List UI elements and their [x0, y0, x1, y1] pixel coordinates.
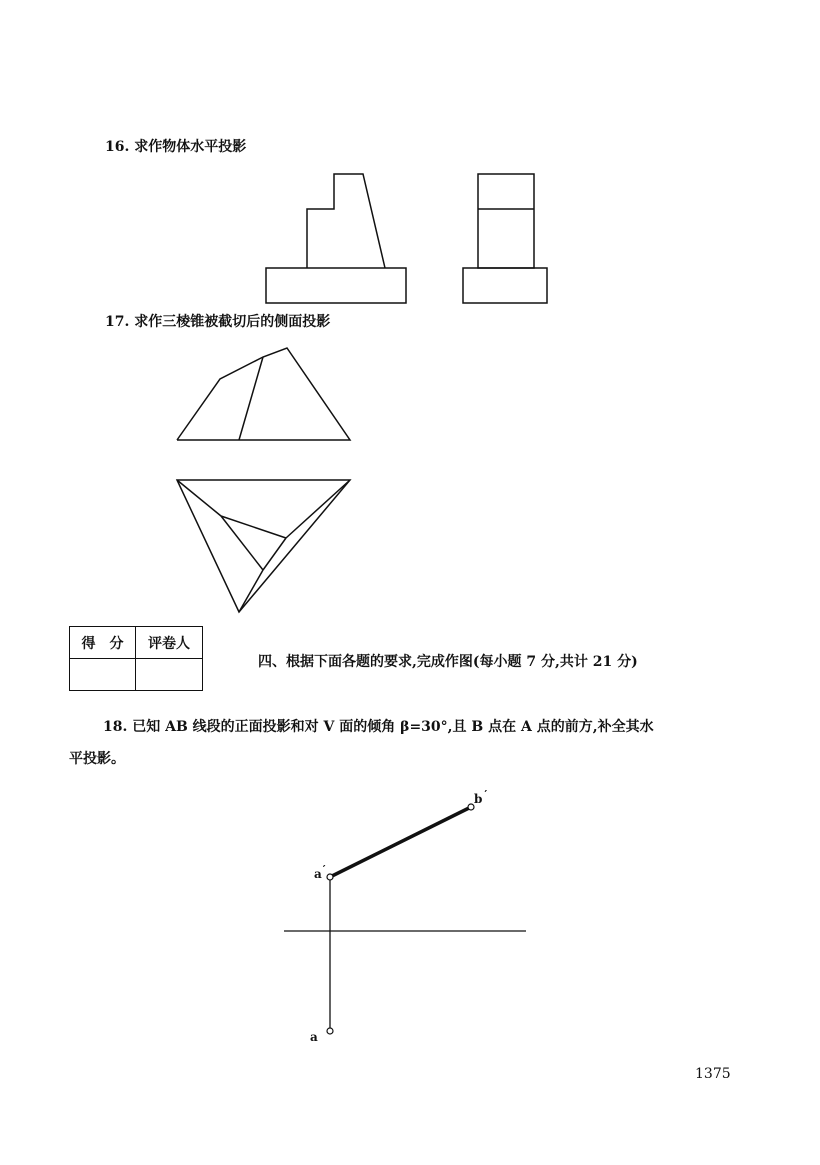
section-title: 四、根据下面各题的要求,完成作图(每小题 7 分,共计 21 分): [258, 654, 638, 670]
q16-side-view: [463, 174, 547, 303]
question-18-line1: 18. 已知 AB 线段的正面投影和对 V 面的倾角 β=30°,且 B 点在 A 点的前方,补全其水: [103, 719, 654, 735]
score-label: 得 分: [70, 627, 136, 659]
q18-drawing: [284, 804, 526, 1034]
label-b-prime: b ′: [474, 788, 488, 806]
q17-top-view: [177, 480, 350, 612]
grader-label: 评卷人: [136, 627, 203, 659]
score-table: [69, 626, 203, 691]
q17-front-view: [177, 348, 350, 440]
segment-ab-front: [330, 807, 471, 877]
question-16-title: 16. 求作物体水平投影: [105, 139, 247, 155]
grader-cell[interactable]: [136, 659, 203, 691]
question-18-line2: 平投影。: [69, 751, 125, 767]
point-a: [327, 1028, 333, 1034]
question-17-title: 17. 求作三棱锥被截切后的侧面投影: [105, 314, 331, 330]
q16-front-view: [266, 174, 406, 303]
label-a-prime: a′: [314, 863, 326, 881]
point-a-prime: [327, 874, 333, 880]
label-a: a: [310, 1030, 318, 1044]
page-number: 1375: [695, 1066, 731, 1082]
score-cell[interactable]: [70, 659, 136, 691]
